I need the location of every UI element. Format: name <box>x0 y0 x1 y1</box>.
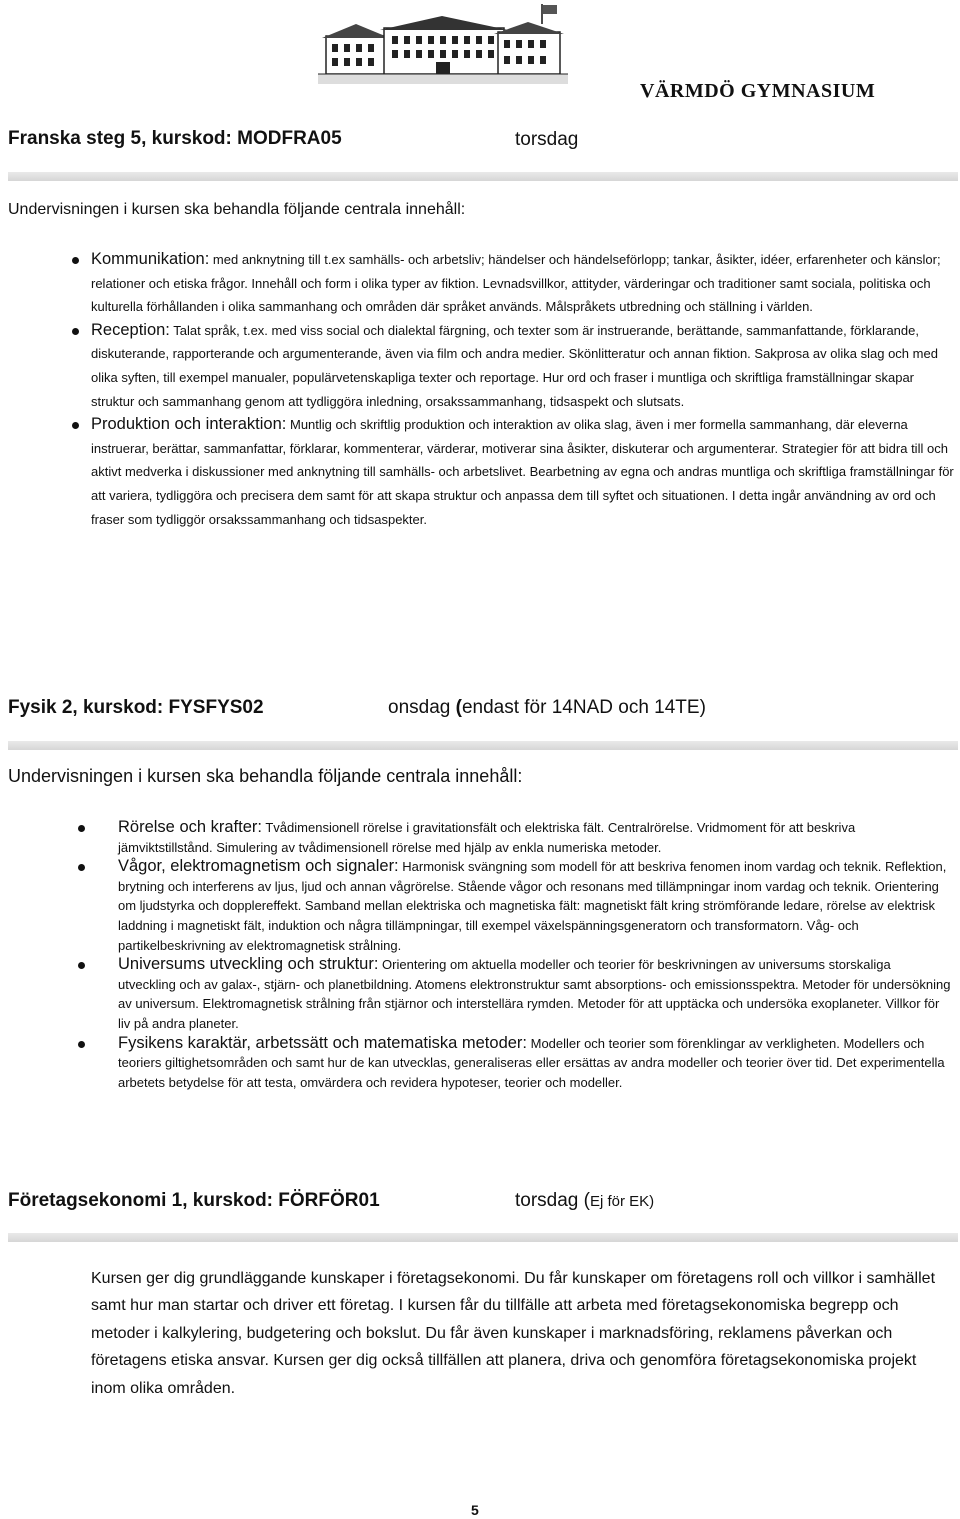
school-building-logo <box>318 2 568 84</box>
topic-heading: Vågor, elektromagnetism och signaler: <box>118 857 399 876</box>
topic-heading: Universums utveckling och struktur: <box>118 955 379 974</box>
intro-text: Undervisningen i kursen ska behandla följande centrala innehåll: <box>8 766 523 786</box>
topic-text: Tvådimensionell rörelse i gravitationsfält och elektriska fält. Centralrörelse. Vridmoment för att beskriva jämviktstillstånd. Simulering av tvådimensionell rörelse med hjälp av enkla numeriska metoder. <box>118 820 856 855</box>
section-divider <box>8 172 958 181</box>
list-item <box>0 818 952 857</box>
topic-text: Orientering om aktuella modeller och teorier för beskrivningen av universums storskaliga utveckling och av galax-, stjärn- och planetbildning. Atomens elektronstruktur samt absorptions- och emissionsspektra. Metoder för undersökning av universum. Elektromagnetisk strålning från stjärnor och interstellära rymden. Metoder för att upptäcka och undersöka exoplaneter. Villkor för liv på andra planeter. <box>118 957 951 1031</box>
topic-heading: Kommunikation: <box>91 250 210 268</box>
topic-heading: Rörelse och krafter: <box>118 818 262 836</box>
list-item <box>0 1034 952 1093</box>
section-divider <box>8 1233 958 1242</box>
day-note: Ej för EK) <box>589 1193 655 1210</box>
list-item <box>0 248 956 319</box>
topic-text: Harmonisk svängning som modell för att beskriva fenomen inom vardag och teknik. Reflektion, brytning och interferens av ljus, ljud och annan vågrörelse. Stående vågor och resonans med tillämpningar inom vardag och teknik. Orientering om ljudstyrka och dopplereffekt. Samband mellan elektriska och magnetiska fält: magnetiskt fält kring strömförande ledare, rörelse av elektrisk laddning i magnetiskt fält, induktion och några tillämpningar, till exempel växelspänningsgeneratorn och transformatorn. Våg- och partikelbeskrivning av elektromagnetisk strålning. <box>118 859 947 953</box>
section-divider <box>8 741 958 750</box>
day-text: onsdag <box>388 697 456 718</box>
course-day-fysik <box>388 697 706 719</box>
list-item <box>0 857 952 955</box>
list-item <box>0 319 956 413</box>
list-item <box>0 413 956 531</box>
topic-heading: Produktion och interaktion: <box>91 415 287 434</box>
list-item <box>0 955 952 1033</box>
day-paren: ( <box>455 697 462 718</box>
course-title-franska: Franska steg 5, kurskod: MODFRA05 <box>8 128 342 149</box>
franska-topic-list <box>0 248 956 531</box>
course-day-franska: torsdag <box>515 129 579 150</box>
course-day-foretagsekonomi <box>515 1190 654 1212</box>
topic-text: Modeller och teorier som förenklingar av verkligheten. Modellers och teoriers giltighetsområden och samt hur de kan utvecklas, generaliseras eller ersättas av andra modeller och teorier över tid. Det experimentella arbetets betydelse för att testa, omvärdera och revidera hypoteser, teorier och modeller. <box>118 1035 945 1090</box>
school-name: VÄRMDÖ GYMNASIUM <box>640 80 876 102</box>
topic-heading: Reception: <box>91 320 170 339</box>
course-title-fysik: Fysik 2, kurskod: FYSFYS02 <box>8 697 264 718</box>
course-title-foretagsekonomi: Företagsekonomi 1, kurskod: FÖRFÖR01 <box>8 1190 380 1211</box>
topic-text: Talat språk, t.ex. med viss social och dialektal färgning, och texter som är instruerande, berättande, sammanfattande, förklarande, diskuterande, rapporterande och argumenterande, även via film och andra medier. Skönlitteratur och annan fiktion. Sakprosa av olika slag och med olika syften, till exempel manualer, populärvetenskapliga texter och reportage. Hur ord och fraser i muntliga och skriftliga framställningar skapar struktur och sammanhang genom att tydliggöra inledning, orsakssammanhang, tidsaspekt och slutsats. <box>91 322 938 409</box>
day-text: torsdag ( <box>515 1190 590 1211</box>
topic-heading: Fysikens karaktär, arbetssätt och matematiska metoder: <box>118 1033 527 1052</box>
course-description: Kursen ger dig grundläggande kunskaper i företagsekonomi. Du får kunskaper om företagens roll och villkor i samhället samt hur man startar och driver ett företag. I kursen får du tillfälle att arbeta med företagsekonomiska begrepp och metoder i kalkylering, budgetering och bokslut. Du får även kunskaper i marknadsföring, reklamens påverkan och företagens etiska ansvar. Kursen ger dig också tillfällen att planera, driva och genomföra företagsekonomiska projekt inom olika områden. <box>91 1270 936 1397</box>
page-number: 5 <box>471 1502 479 1518</box>
topic-text: med anknytning till t.ex samhälls- och arbetsliv; händelser och händelseförlopp; tankar, åsikter, idéer, erfarenheter och känslor; relationer och etiska frågor. Innehåll och form i olika typer av fiktion. Levnadsvillkor, attityder, värderingar och traditioner samt sociala, politiska och kulturella förhållanden i olika sammanhang och områden där språket används. Målspråkets utbredning och ställning i världen. <box>91 252 941 315</box>
fysik-topic-list <box>0 818 952 1092</box>
day-note: endast för 14NAD och 14TE) <box>461 697 706 718</box>
topic-text: Muntlig och skriftlig produktion och interaktion av olika slag, även i mer formella sammanhang, där eleverna instruerar, berättar, sammanfattar, förklarar, kommenterar, värderar, motiverar sina åsikter, diskuterar och argumenterar. Strategier för att bidra till och aktivt medverka i diskussioner med anknytning till samhälls- och arbetslivet. Bearbetning av egna och andras muntliga och skriftliga framställningar för att variera, tydliggöra och precisera dem samt för att skapa struktur och anpassa dem till syftet och situationen. I detta ingår användning av ord och fraser som tydliggör orsakssammanhang och tidsaspekter. <box>91 417 954 527</box>
intro-text: Undervisningen i kursen ska behandla följande centrala innehåll: <box>8 201 466 218</box>
